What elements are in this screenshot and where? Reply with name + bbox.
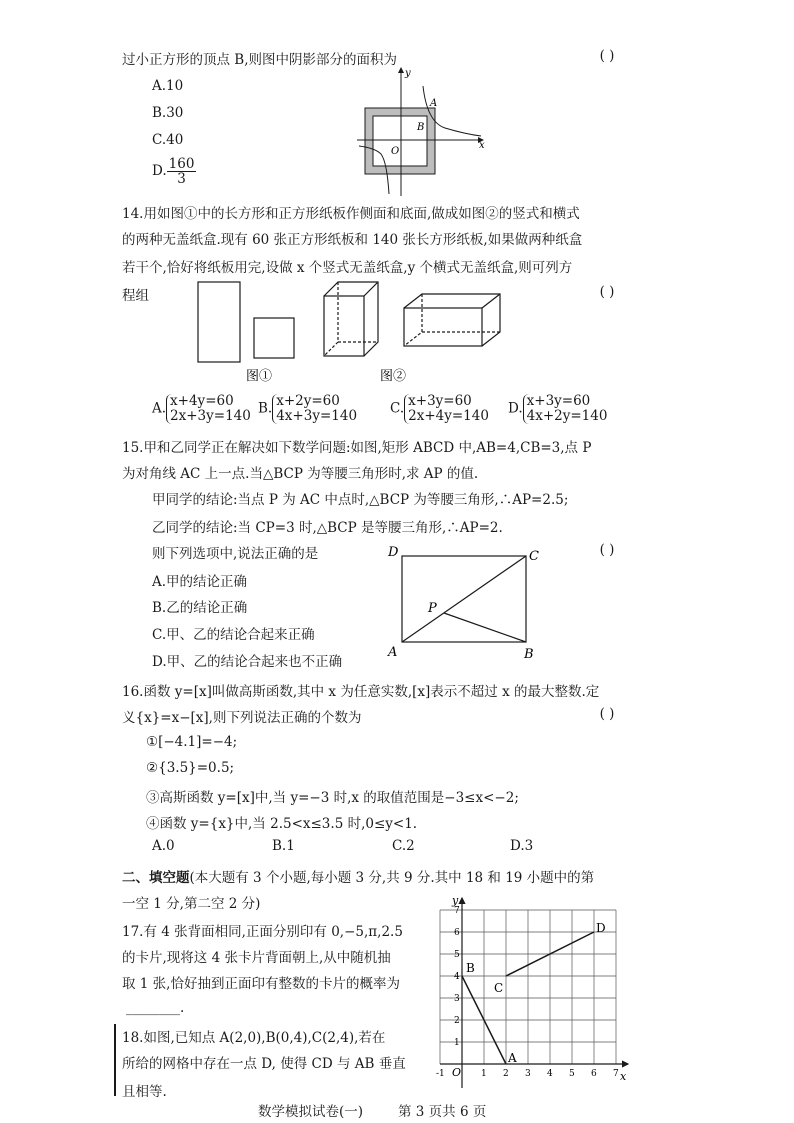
q18-line2: 所给的网格中存在一点 D, 使得 CD 与 AB 垂直	[122, 1056, 406, 1072]
q17-line2: 的卡片,现将这 4 张卡片背面朝上,从中随机抽	[122, 950, 391, 966]
q15-point-d-label: D	[388, 545, 399, 560]
q14-square-board	[254, 318, 294, 358]
grid-point-a-label: A	[508, 1051, 517, 1065]
q13-option-d-fraction	[167, 157, 197, 186]
q16-item-4: ④函数 y={x}中,当 2.5<x≤3.5 时,0≤y<1.	[146, 816, 418, 832]
q13-option-b: B.30	[152, 105, 184, 121]
q15-line2: 为对角线 AC 上一点.当△BCP 为等腰三角形时,求 AP 的值.	[122, 466, 479, 482]
grid-y-tick-7: 7	[454, 906, 460, 916]
grid-x-tick-neg1: -1	[436, 1069, 445, 1079]
q17-line3: 取 1 张,恰好抽到正面印有整数的卡片的概率为	[122, 976, 400, 992]
grid-y-tick-2: 2	[454, 1016, 460, 1026]
footer-exam-title: 数学模拟试卷(一)	[258, 1104, 364, 1120]
section2-heading	[122, 866, 594, 886]
section2-description-line2: 一空 1 分,第二空 2 分)	[122, 896, 261, 912]
q13-stem: 过小正方形的顶点 B,则图中阴影部分的面积为	[122, 52, 398, 68]
grid-y-tick-1: 1	[454, 1038, 460, 1048]
q13-option-a: A.10	[152, 78, 184, 94]
grid-y-tick-3: 3	[454, 994, 460, 1004]
q14-line2: 的两种无盖纸盒.现有 60 张正方形纸板和 140 张长方形纸板,如果做两种纸盒	[122, 232, 583, 248]
q15-option-a: A.甲的结论正确	[152, 574, 248, 590]
q15-line1: 15.甲和乙同学正在解决如下数学问题:如图,矩形 ABCD 中,AB=4,CB=3,点 P	[122, 440, 592, 456]
q14-option-b-letter: B.	[258, 400, 273, 417]
q16-option-a: A.0	[152, 838, 175, 854]
grid-y-label: y	[452, 894, 459, 907]
q18-line3: 且相等.	[122, 1084, 167, 1100]
q15-rectangle-figure	[384, 542, 554, 664]
q13-answer-paren: ( )	[599, 48, 615, 64]
q16-item-1: ①[−4.1]=−4;	[146, 734, 238, 750]
q16-line1: 16.函数 y=[x]叫做高斯函数,其中 x 为任意实数,[x]表示不超过 x 的最大整数.定	[122, 684, 600, 700]
q14-figure2-label: 图②	[380, 369, 407, 384]
q16-answer-paren: ( )	[599, 706, 615, 722]
grid-x-label: x	[620, 1070, 627, 1083]
q14-option-b-eq2: 4x+3y=140	[276, 408, 358, 424]
q16-option-d: D.3	[510, 838, 534, 854]
q14-option-b	[258, 394, 357, 424]
q14-option-d-eq1: x+3y=60	[526, 393, 591, 409]
grid-x-tick-6: 6	[591, 1069, 597, 1079]
q14-line1: 14.用如图①中的长方形和正方形纸板作侧面和底面,做成如图②的竖式和横式	[122, 206, 580, 222]
q15-point-b-label: B	[524, 647, 534, 662]
grid-point-d-label: D	[596, 921, 606, 935]
q14-boards-and-boxes-figure	[190, 278, 510, 386]
q14-option-a	[152, 394, 251, 424]
q17-answer-blank: ________.	[126, 1000, 185, 1016]
q14-option-d-letter: D.	[508, 400, 523, 417]
q13-option-c: C.40	[152, 132, 184, 148]
q14-answer-paren: ( )	[599, 284, 615, 300]
q13-option-d-denominator: 3	[177, 171, 186, 187]
q14-option-a-system	[166, 394, 251, 424]
grid-x-tick-5: 5	[569, 1069, 575, 1079]
q14-rectangle-board	[198, 282, 240, 362]
q13-point-a-label: A	[430, 98, 438, 109]
grid-x-tick-4: 4	[547, 1069, 553, 1079]
grid-y-tick-4: 4	[454, 972, 460, 982]
q13-option-d-letter: D.	[152, 163, 167, 179]
grid-point-b-label: B	[466, 961, 475, 975]
q14-figure1-label: 图①	[246, 369, 273, 384]
q17-line1: 17.有 4 张背面相同,正面分别印有 0,−5,π,2.5	[122, 924, 403, 940]
q14-option-c	[390, 394, 489, 424]
grid-x-tick-1: 1	[481, 1069, 487, 1079]
q14-option-c-eq2: 2x+4y=140	[408, 408, 489, 424]
q18-line1: 18.如图,已知点 A(2,0),B(0,4),C(2,4),若在	[122, 1030, 386, 1046]
grid-x-tick-2: 2	[503, 1069, 509, 1079]
q14-option-a-letter: A.	[152, 400, 167, 417]
coordinate-grid-figure	[436, 892, 636, 1092]
q16-option-b: B.1	[272, 838, 295, 854]
q18-margin-rule	[114, 1024, 116, 1096]
q13-option-d	[152, 157, 196, 186]
q14-option-c-eq1: x+3y=60	[408, 393, 472, 409]
q14-option-d-eq2: 4x+2y=140	[526, 408, 608, 424]
q16-item-3: ③高斯函数 y=[x]中,当 y=−3 时,x 的取值范围是−3≤x<−2;	[146, 790, 519, 806]
q13-y-label: y	[405, 68, 411, 79]
q14-line3: 若干个,恰好将纸板用完,设做 x 个竖式无盖纸盒,y 个横式无盖纸盒,则可列方	[122, 260, 573, 276]
q15-point-c-label: C	[529, 549, 539, 564]
q15-segment-pb	[444, 613, 526, 642]
grid-x-tick-7: 7	[613, 1069, 619, 1079]
q14-option-c-system	[404, 394, 489, 424]
q14-line4: 程组	[122, 288, 149, 304]
q14-option-d-system	[523, 394, 608, 424]
q13-option-d-numerator: 160	[168, 156, 195, 172]
q15-option-d: D.甲、乙的结论合起来也不正确	[152, 654, 343, 670]
q14-vertical-box	[324, 282, 378, 356]
q16-line2: 义{x}=x−[x],则下列说法正确的个数为	[122, 710, 362, 726]
q15-point-p-label: P	[428, 601, 437, 616]
footer-page-number: 第 3 页共 6 页	[398, 1104, 487, 1120]
q13-origin-label: O	[391, 146, 400, 157]
q15-diagonal-ac	[402, 556, 526, 642]
grid-y-tick-6: 6	[454, 928, 460, 938]
q14-horizontal-box	[404, 294, 500, 346]
q15-option-c: C.甲、乙的结论合起来正确	[152, 627, 315, 643]
q14-option-b-system	[272, 394, 357, 424]
grid-x-tick-3: 3	[525, 1069, 531, 1079]
q15-line4: 乙同学的结论:当 CP=3 时,△BCP 是等腰三角形,∴AP=2.	[152, 520, 503, 536]
q13-x-label: x	[479, 140, 485, 151]
q14-option-a-eq2: 2x+3y=140	[170, 408, 251, 424]
section2-description-line1: (本大题有 3 个小题,每小题 3 分,共 9 分.其中 18 和 19 小题中的第	[189, 870, 595, 886]
q15-line5: 则下列选项中,说法正确的是	[152, 546, 319, 562]
q16-option-c: C.2	[392, 838, 415, 854]
q15-answer-paren: ( )	[599, 542, 615, 558]
grid-lines	[440, 910, 616, 1064]
q14-option-a-eq1: x+4y=60	[170, 393, 234, 409]
q14-option-b-eq1: x+2y=60	[276, 393, 340, 409]
section2-title: 二、填空题	[122, 870, 190, 886]
q13-square-hyperbola-figure	[355, 62, 490, 197]
q15-line3: 甲同学的结论:当点 P 为 AC 中点时,△BCP 为等腰三角形,∴AP=2.5;	[152, 492, 569, 508]
q14-option-d	[508, 394, 607, 424]
grid-origin-label: O	[452, 1066, 462, 1079]
q13-point-b-label: B	[417, 122, 425, 133]
q15-option-b: B.乙的结论正确	[152, 600, 248, 616]
grid-point-c-label: C	[494, 981, 504, 995]
q16-item-2: ②{3.5}=0.5;	[146, 760, 235, 776]
q15-point-a-label: A	[388, 645, 398, 660]
grid-y-tick-5: 5	[454, 950, 460, 960]
q14-option-c-letter: C.	[390, 400, 405, 417]
